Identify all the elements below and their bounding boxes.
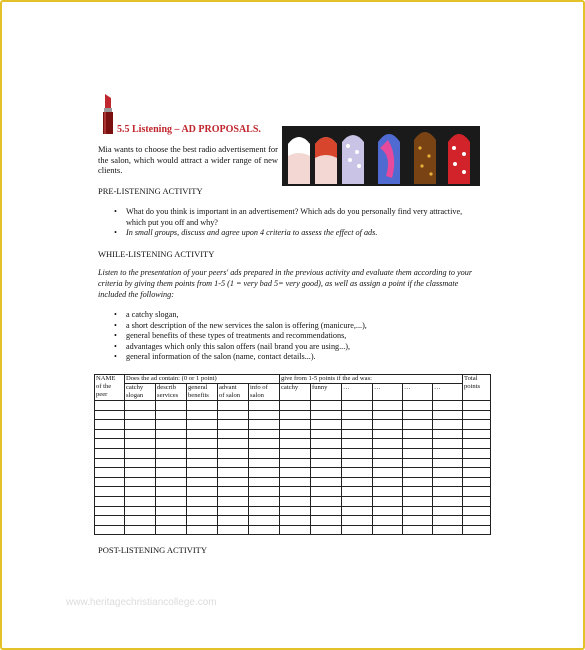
table-cell[interactable] <box>95 477 125 487</box>
table-cell[interactable] <box>280 401 311 411</box>
table-cell[interactable] <box>463 487 491 497</box>
table-cell[interactable] <box>280 477 311 487</box>
table-body <box>95 401 491 535</box>
table-cell[interactable] <box>373 410 403 420</box>
table-cell[interactable] <box>156 448 187 458</box>
table-cell[interactable] <box>280 420 311 430</box>
table-cell[interactable] <box>156 429 187 439</box>
table-cell[interactable] <box>342 516 373 526</box>
table-cell[interactable] <box>95 516 125 526</box>
table-cell[interactable] <box>433 420 463 430</box>
table-cell[interactable] <box>218 477 249 487</box>
column-header: … <box>342 384 373 401</box>
list-item: • What do you think is important in an advertisement? Which ads do you personally find very attractive, which put you off and why? <box>112 207 482 228</box>
table-cell[interactable] <box>403 401 433 411</box>
table-cell[interactable] <box>95 487 125 497</box>
table-cell[interactable] <box>95 496 125 506</box>
table-cell[interactable] <box>187 410 218 420</box>
table-cell[interactable] <box>342 477 373 487</box>
table-cell[interactable] <box>311 468 342 478</box>
table-cell[interactable] <box>433 448 463 458</box>
list-item: • general information of the salon (name, contact details...). <box>112 352 482 363</box>
table-cell[interactable] <box>463 525 491 535</box>
table-cell[interactable] <box>156 468 187 478</box>
watermark: www.heritagechristiancollege.com <box>66 597 217 608</box>
table-cell[interactable] <box>187 496 218 506</box>
table-row <box>95 429 491 439</box>
table-cell[interactable] <box>342 420 373 430</box>
table-row <box>95 468 491 478</box>
table-row <box>95 420 491 430</box>
table-cell[interactable] <box>342 458 373 468</box>
table-cell[interactable] <box>463 506 491 516</box>
table-cell[interactable] <box>342 429 373 439</box>
table-cell[interactable] <box>463 468 491 478</box>
table-cell[interactable] <box>125 420 156 430</box>
table-cell[interactable] <box>342 448 373 458</box>
table-row <box>95 448 491 458</box>
table-cell[interactable] <box>95 420 125 430</box>
table-cell[interactable] <box>95 448 125 458</box>
table-cell[interactable] <box>403 477 433 487</box>
table-cell[interactable] <box>433 477 463 487</box>
table-row <box>95 439 491 449</box>
table-row <box>95 410 491 420</box>
table-cell[interactable] <box>463 401 491 411</box>
table-cell[interactable] <box>463 448 491 458</box>
table-cell[interactable] <box>156 410 187 420</box>
table-cell[interactable] <box>125 525 156 535</box>
table-cell[interactable] <box>342 439 373 449</box>
table-cell[interactable] <box>218 429 249 439</box>
table-cell[interactable] <box>403 516 433 526</box>
table-cell[interactable] <box>280 448 311 458</box>
table-cell[interactable] <box>95 401 125 411</box>
intro-text: Mia wants to choose the best radio advertisement for the salon, which would attract a wider range of new clients. <box>98 144 278 175</box>
table-cell[interactable] <box>403 506 433 516</box>
table-cell[interactable] <box>463 420 491 430</box>
table-cell[interactable] <box>433 458 463 468</box>
table-cell[interactable] <box>156 516 187 526</box>
table-cell[interactable] <box>249 468 280 478</box>
table-cell[interactable] <box>433 516 463 526</box>
pre-listening-list <box>112 207 482 239</box>
table-cell[interactable] <box>373 487 403 497</box>
column-header: general benefits <box>187 384 218 401</box>
table-row <box>95 401 491 411</box>
table-cell[interactable] <box>403 448 433 458</box>
table-cell[interactable] <box>373 401 403 411</box>
table-cell[interactable] <box>403 420 433 430</box>
table-cell[interactable] <box>249 401 280 411</box>
table-cell[interactable] <box>280 487 311 497</box>
table-cell[interactable] <box>125 487 156 497</box>
table-cell[interactable] <box>373 448 403 458</box>
table-cell[interactable] <box>125 477 156 487</box>
table-cell[interactable] <box>125 429 156 439</box>
column-header: … <box>373 384 403 401</box>
pre-listening-heading: PRE-LISTENING ACTIVITY <box>98 186 203 196</box>
table-cell[interactable] <box>463 496 491 506</box>
table-row <box>95 506 491 516</box>
table-cell[interactable] <box>311 420 342 430</box>
while-listening-heading: WHILE-LISTENING ACTIVITY <box>98 249 215 259</box>
table-cell[interactable] <box>342 468 373 478</box>
table-cell[interactable] <box>463 410 491 420</box>
table-cell[interactable] <box>433 468 463 478</box>
table-row <box>95 496 491 506</box>
table-cell[interactable] <box>311 525 342 535</box>
column-header: … <box>433 384 463 401</box>
table-cell[interactable] <box>280 410 311 420</box>
column-header: catchy slogan <box>125 384 156 401</box>
table-cell[interactable] <box>433 506 463 516</box>
table-cell[interactable] <box>249 496 280 506</box>
table-cell[interactable] <box>342 496 373 506</box>
table-cell[interactable] <box>218 496 249 506</box>
list-item: • a catchy slogan, <box>112 310 482 321</box>
table-cell[interactable] <box>311 458 342 468</box>
table-cell[interactable] <box>125 516 156 526</box>
column-header: … <box>403 384 433 401</box>
table-cell[interactable] <box>373 468 403 478</box>
table-cell[interactable] <box>311 401 342 411</box>
table-cell[interactable] <box>463 516 491 526</box>
table-row <box>95 525 491 535</box>
table-cell[interactable] <box>403 429 433 439</box>
table-cell[interactable] <box>125 410 156 420</box>
table-cell[interactable] <box>249 420 280 430</box>
table-cell[interactable] <box>280 496 311 506</box>
table-cell[interactable] <box>218 458 249 468</box>
table-cell[interactable] <box>403 439 433 449</box>
table-cell[interactable] <box>311 429 342 439</box>
table-row <box>95 477 491 487</box>
table-cell[interactable] <box>125 439 156 449</box>
table-cell[interactable] <box>187 506 218 516</box>
table-cell[interactable] <box>156 401 187 411</box>
name-header: NAME of the peer <box>95 375 125 401</box>
table-cell[interactable] <box>218 448 249 458</box>
column-header: funny <box>311 384 342 401</box>
table-cell[interactable] <box>342 506 373 516</box>
table-cell[interactable] <box>187 516 218 526</box>
table-cell[interactable] <box>125 506 156 516</box>
table-cell[interactable] <box>156 525 187 535</box>
table-cell[interactable] <box>95 506 125 516</box>
table-cell[interactable] <box>249 506 280 516</box>
table-cell[interactable] <box>95 468 125 478</box>
table-cell[interactable] <box>280 429 311 439</box>
table-cell[interactable] <box>373 420 403 430</box>
table-cell[interactable] <box>95 429 125 439</box>
table-cell[interactable] <box>249 477 280 487</box>
table-cell[interactable] <box>187 458 218 468</box>
table-cell[interactable] <box>95 525 125 535</box>
table-cell[interactable] <box>433 525 463 535</box>
table-cell[interactable] <box>187 448 218 458</box>
table-cell[interactable] <box>373 458 403 468</box>
table-cell[interactable] <box>403 496 433 506</box>
table-cell[interactable] <box>403 525 433 535</box>
table-cell[interactable] <box>156 496 187 506</box>
table-cell[interactable] <box>280 506 311 516</box>
table-header-row <box>95 375 491 384</box>
table-cell[interactable] <box>433 401 463 411</box>
table-cell[interactable] <box>125 401 156 411</box>
table-cell[interactable] <box>218 525 249 535</box>
table-cell[interactable] <box>95 458 125 468</box>
table-cell[interactable] <box>403 468 433 478</box>
while-listening-instructions: Listen to the presentation of your peers' ads prepared in the previous activity and evaluate them according to your criteria by giving them points from 1-5 (1 = very bad 5= very good), as well as assign a point if the classmate included the following: <box>98 268 473 299</box>
table-cell[interactable] <box>218 516 249 526</box>
criteria-list <box>112 310 482 363</box>
table-cell[interactable] <box>433 496 463 506</box>
table-cell[interactable] <box>249 410 280 420</box>
table-cell[interactable] <box>342 525 373 535</box>
table-cell[interactable] <box>463 429 491 439</box>
table-cell[interactable] <box>249 448 280 458</box>
table-cell[interactable] <box>156 420 187 430</box>
give-points-header: give from 1-5 points if the ad was: <box>280 375 463 384</box>
table-cell[interactable] <box>433 410 463 420</box>
table-cell[interactable] <box>433 487 463 497</box>
table-cell[interactable] <box>187 439 218 449</box>
table-cell[interactable] <box>156 506 187 516</box>
table-cell[interactable] <box>218 506 249 516</box>
table-cell[interactable] <box>156 477 187 487</box>
table-cell[interactable] <box>280 458 311 468</box>
section-title: 5.5 Listening – AD PROPOSALS. <box>117 124 261 135</box>
table-cell[interactable] <box>187 429 218 439</box>
table-cell[interactable] <box>156 458 187 468</box>
table-cell[interactable] <box>311 506 342 516</box>
table-cell[interactable] <box>373 506 403 516</box>
table-subheader-row <box>95 384 491 401</box>
table-cell[interactable] <box>249 516 280 526</box>
table-cell[interactable] <box>125 496 156 506</box>
list-item: • In small groups, discuss and agree upon 4 criteria to assess the effect of ads. <box>112 228 482 239</box>
table-cell[interactable] <box>156 487 187 497</box>
lipstick-icon <box>100 92 116 136</box>
table-cell[interactable] <box>249 439 280 449</box>
table-cell[interactable] <box>311 516 342 526</box>
table-cell[interactable] <box>311 439 342 449</box>
table-cell[interactable] <box>433 439 463 449</box>
table-cell[interactable] <box>311 448 342 458</box>
table-cell[interactable] <box>373 496 403 506</box>
table-cell[interactable] <box>311 477 342 487</box>
column-header: describ services <box>156 384 187 401</box>
table-cell[interactable] <box>403 487 433 497</box>
list-item: • advantages which only this salon offers (nail brand you are using...), <box>112 342 482 353</box>
table-cell[interactable] <box>280 468 311 478</box>
table-cell[interactable] <box>342 487 373 497</box>
table-cell[interactable] <box>342 410 373 420</box>
table-cell[interactable] <box>218 487 249 497</box>
table-cell[interactable] <box>187 468 218 478</box>
table-cell[interactable] <box>249 458 280 468</box>
table-cell[interactable] <box>187 420 218 430</box>
table-cell[interactable] <box>125 468 156 478</box>
table-row <box>95 516 491 526</box>
table-cell[interactable] <box>280 516 311 526</box>
table-cell[interactable] <box>463 477 491 487</box>
list-item: • a short description of the new services the salon is offering (manicure,...), <box>112 321 482 332</box>
table-row <box>95 458 491 468</box>
table-cell[interactable] <box>218 410 249 420</box>
table-cell[interactable] <box>403 410 433 420</box>
column-header: advant of salon <box>218 384 249 401</box>
contain-header: Does the ad contain: (0 or 1 point) <box>125 375 280 384</box>
table-cell[interactable] <box>249 429 280 439</box>
table-cell[interactable] <box>433 429 463 439</box>
table-cell[interactable] <box>373 439 403 449</box>
table-cell[interactable] <box>249 487 280 497</box>
table-cell[interactable] <box>403 458 433 468</box>
table-cell[interactable] <box>280 439 311 449</box>
table-cell[interactable] <box>95 439 125 449</box>
table-cell[interactable] <box>373 477 403 487</box>
table-cell[interactable] <box>125 458 156 468</box>
post-listening-heading: POST-LISTENING ACTIVITY <box>98 545 208 555</box>
table-cell[interactable] <box>187 487 218 497</box>
table-cell[interactable] <box>156 439 187 449</box>
table-cell[interactable] <box>373 516 403 526</box>
table-cell[interactable] <box>187 401 218 411</box>
table-cell[interactable] <box>125 448 156 458</box>
table-cell[interactable] <box>218 468 249 478</box>
table-cell[interactable] <box>373 429 403 439</box>
table-cell[interactable] <box>311 487 342 497</box>
column-header: catchy <box>280 384 311 401</box>
table-cell[interactable] <box>342 401 373 411</box>
table-cell[interactable] <box>311 496 342 506</box>
table-cell[interactable] <box>95 410 125 420</box>
table-cell[interactable] <box>463 458 491 468</box>
total-points-header: Total points <box>463 375 491 401</box>
table-cell[interactable] <box>218 401 249 411</box>
table-cell[interactable] <box>218 439 249 449</box>
table-cell[interactable] <box>187 477 218 487</box>
table-cell[interactable] <box>218 420 249 430</box>
table-cell[interactable] <box>463 439 491 449</box>
table-cell[interactable] <box>280 525 311 535</box>
table-cell[interactable] <box>249 525 280 535</box>
evaluation-table <box>94 374 491 535</box>
table-cell[interactable] <box>373 525 403 535</box>
table-row <box>95 487 491 497</box>
list-item: • general benefits of these types of treatments and recommendations, <box>112 331 482 342</box>
nail-art-image <box>282 126 480 186</box>
table-cell[interactable] <box>187 525 218 535</box>
table-cell[interactable] <box>311 410 342 420</box>
column-header: info of salon <box>249 384 280 401</box>
